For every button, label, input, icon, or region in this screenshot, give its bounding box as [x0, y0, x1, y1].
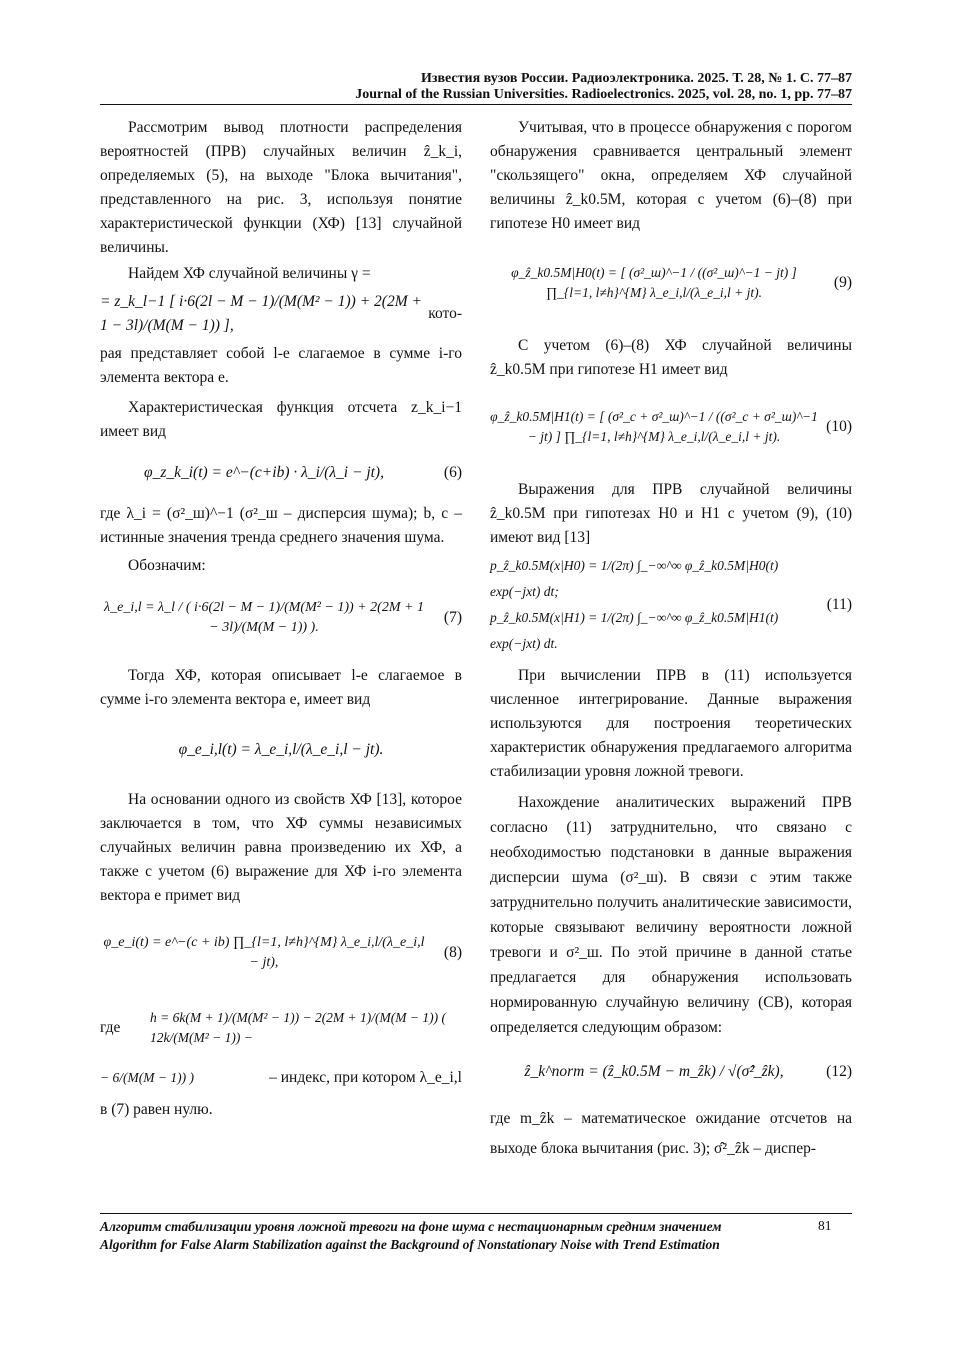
- journal-header-en: Journal of the Russian Universities. Radioelectronics. 2025, vol. 28, no. 1, pp. 77–87: [355, 87, 852, 102]
- equation-8: φ_e_i(t) = e^−(c + ib) ∏_{l=1, l≠h}^{M} λ_e_i,l/(λ_e_i,l − jt), (8): [103, 935, 462, 970]
- left-paragraph-9: в (7) равен нулю.: [100, 1101, 213, 1118]
- right-paragraph-4: При вычислении ПРВ в (11) используется численное интегрирование. Данные выражения используются для построения теоретических характеристик обнаружения предлагаемого алгоритма стабилизации уровня ложной тревоги.: [490, 667, 852, 780]
- left-gamma-formula: = z_k_l−1 [ i·6(2l − M − 1)/(M(M² − 1)) + 2(2M + 1 − 3l)/(M(M − 1)) ], кото-: [100, 293, 462, 334]
- equation-11: p_ẑ_k0.5M(x|H0) = 1/(2π) ∫_−∞^∞ φ_ẑ_k0.5M|H0(t) exp(−jxt) dt; p_ẑ_k0.5M(x|H1) = 1/(2π) ∫_−∞^∞ φ_ẑ_k0.5M|H1(t) exp(−jxt) dt. (11): [490, 558, 852, 651]
- left-paragraph-3: рая представляет собой l-е слагаемое в сумме i-го элемента вектора e.: [100, 345, 462, 386]
- left-column: [100, 116, 462, 1122]
- right-paragraph-3: Выражения для ПРВ случайной величины ẑ_k0.5M при гипотезах H0 и H1 с учетом (9), (10) имеют вид [13]: [490, 481, 852, 546]
- equation-6: φ_z_k_i(t) = e^−(c+ib) · λ_i/(λ_i − jt), (6): [144, 464, 462, 481]
- left-paragraph-5: где λ_i = (σ²_ш)^−1 (σ²_ш – дисперсия шума); b, c – истинные значения тренда среднего значения шума.: [100, 505, 462, 546]
- footer-title-en: Algorithm for False Alarm Stabilization against the Background of Nonstationary Noise with Trend Estimation: [100, 1237, 720, 1252]
- right-paragraph-5: Нахождение аналитических выражений ПРВ согласно (11) затруднительно, что связано с необходимостью подстановки в данные выражения дисперсии шума (σ²_ш). В связи с этим также затруднительно получить аналитические зависимости, которые связывают величину вероятности ложной тревоги и σ²_ш. По этой причине в данной статье предлагается для обнаружения использовать нормированную случайную величину (СВ), которая определяется следующим образом:: [490, 794, 852, 1036]
- equation-phi-eil: φ_e_i,l(t) = λ_e_i,l/(λ_e_i,l − jt).: [178, 741, 384, 758]
- right-paragraph-2: С учетом (6)–(8) ХФ случайной величины ẑ_k0.5M при гипотезе H1 имеет вид: [490, 337, 852, 378]
- journal-header-ru: Известия вузов России. Радиоэлектроника. 2025. Т. 28, № 1. С. 77–87: [420, 71, 852, 86]
- equation-9: φ_ẑ_k0.5M|H0(t) = [ (σ²_ш)^−1 / ((σ²_ш)^−1 − jt) ] ∏_{l=1, l≠h}^{M} λ_e_i,l/(λ_e_i,l + jt). (9): [511, 265, 852, 300]
- right-column: [490, 116, 852, 1164]
- left-paragraph-1: Рассмотрим вывод плотности распределения вероятностей (ПРВ) случайных величин ẑ_k_i, определяемых (5), на выходе "Блока вычитания", представленного на рис. 3, используя понятие характеристической функции (ХФ) [13] случайной величины.: [100, 119, 462, 256]
- right-paragraph-6: где m_ẑk – математическое ожидание отсчетов на выходе блока вычитания (рис. 3); σ̂²_ẑk – диспер-: [490, 1110, 852, 1157]
- right-paragraph-1: Учитывая, что в процессе обнаружения с порогом обнаружения сравнивается центральный элемент "скользящего" окна, определяем ХФ случайной величины ẑ_k0.5M, которая с учетом (6)–(8) при гипотезе H0 имеет вид: [490, 119, 852, 232]
- left-paragraph-8: На основании одного из свойств ХФ [13], которое заключается в том, что ХФ суммы независимых случайных величин равна произведению их ХФ, а также с учетом (6) выражение для ХФ i-го элемента вектора e примет вид: [100, 791, 462, 904]
- header-rule: [100, 104, 852, 105]
- equation-7: λ_e_i,l = λ_l / ( i·6(2l − M − 1)/(M(M² − 1)) + 2(2M + 1 − 3l)/(M(M − 1)) ). (7): [104, 600, 462, 635]
- footer-rule: [100, 1213, 852, 1214]
- left-paragraph-7: Тогда ХФ, которая описывает l-е слагаемое в сумме i-го элемента вектора e, имеет вид: [100, 667, 462, 708]
- equation-h-cont: − 6/(M(M − 1)) ) – индекс, при котором λ_e_i,l: [100, 1069, 462, 1086]
- footer-title-ru: Алгоритм стабилизации уровня ложной тревоги на фоне шума с нестационарным средним значением: [100, 1219, 722, 1234]
- equation-10: φ_ẑ_k0.5M|H1(t) = [ (σ²_с + σ²_ш)^−1 / ((σ²_с + σ²_ш)^−1 − jt) ] ∏_{l=1, l≠h}^{M} λ_e_i,l/(λ_e_i,l + jt). (10): [490, 409, 852, 444]
- equation-h: где h = 6k(M + 1)/(M(M² − 1)) − 2(2M + 1)/(M(M − 1)) ( 12k/(M(M² − 1)) −: [100, 1010, 446, 1045]
- left-paragraph-6: Обозначим:: [128, 557, 206, 574]
- left-paragraph-2a: Найдем ХФ случайной величины γ =: [128, 265, 371, 282]
- equation-11a: p_ẑ_k0.5M(x|H0) = 1/(2π) ∫_−∞^∞ φ_ẑ_k0.5M|H0(t) exp(−jxt) dt;: [490, 558, 779, 599]
- equation-11b: p_ẑ_k0.5M(x|H1) = 1/(2π) ∫_−∞^∞ φ_ẑ_k0.5M|H1(t) exp(−jxt) dt.: [490, 610, 779, 651]
- left-paragraph-4: Характеристическая функция отсчета z_k_i−1 имеет вид: [100, 399, 462, 440]
- equation-12: ẑ_k^norm = (ẑ_k0.5M − m_ẑk) / √(σ̂²_ẑk), (12): [524, 1063, 852, 1080]
- page-number: 81: [818, 1218, 832, 1233]
